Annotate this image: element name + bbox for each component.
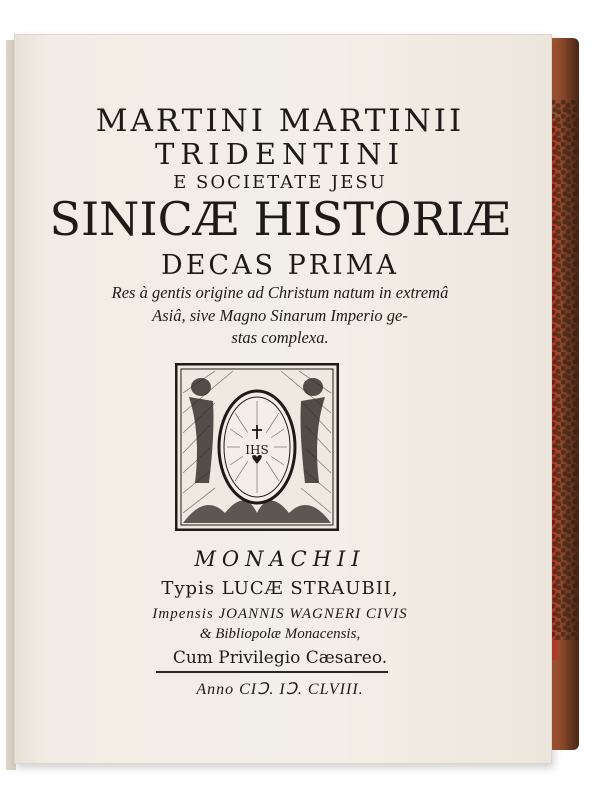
binding-speckle	[551, 100, 577, 640]
decas-line: DECAS PRIMA	[161, 250, 399, 281]
jesuit-woodcut-device	[175, 363, 339, 531]
author-line: MARTINI MARTINII	[95, 103, 465, 139]
subtitle-line-1: Res à gentis origine ad Christum natum in extremâ	[111, 283, 449, 302]
main-title: SINICÆ HISTORIÆ	[49, 192, 511, 246]
imprint-publisher: Impensis JOANNIS WAGNERI CIVIS	[152, 606, 408, 622]
imprint-city: MONACHII	[194, 547, 366, 571]
subtitle-line-3: stas complexa.	[231, 328, 329, 347]
imprint-privilege: Cum Privilegio Cæsareo.	[172, 648, 388, 668]
imprint-year: Anno CIↃ. IↃ. CLVIII.	[196, 681, 364, 698]
imprint-printer: Typis LUCÆ STRAUBII,	[161, 578, 399, 599]
ihs-monogram: IHS	[245, 443, 269, 457]
origin-line: TRIDENTINI	[154, 137, 406, 171]
imprint-rule	[156, 671, 388, 673]
subtitle-line-2: Asiâ, sive Magno Sinarum Imperio ge-	[152, 306, 408, 325]
society-line: E SOCIETATE JESU	[173, 172, 387, 193]
imprint-bookseller: & Bibliopolæ Monacensis,	[199, 626, 361, 642]
